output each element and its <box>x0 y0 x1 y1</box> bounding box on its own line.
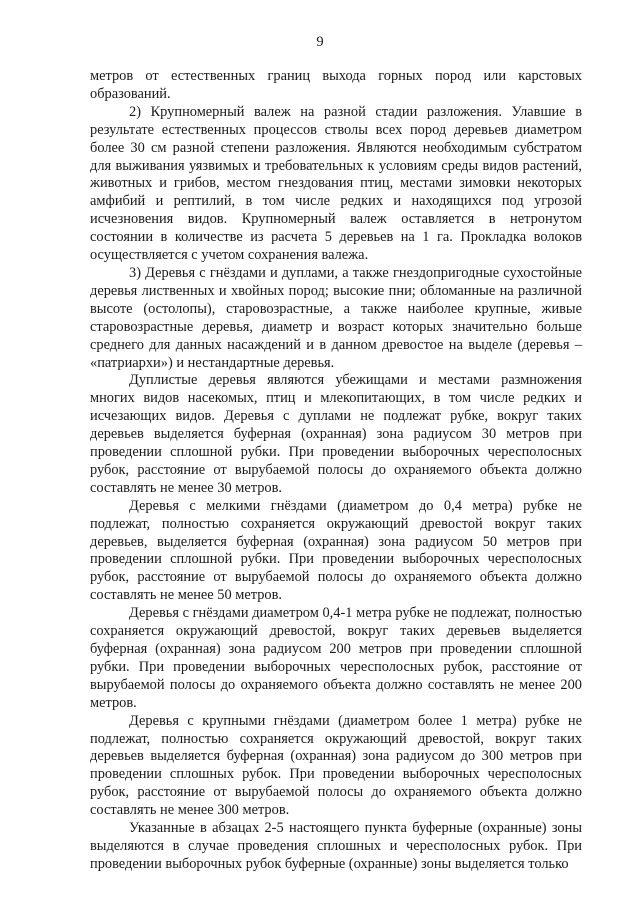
paragraph-large-nests-buffer: Деревья с крупными гнёздами (диаметром более 1 метра) рубке не подлежат, полностью сохраняется окружающий древостой, вокруг таких деревьев выделяется буферная (охранная) зона радиусом до 300 метров при проведении сплошных рубок. При проведении выборочных чересполосных рубок, расстояние от вырубаемой полосы до охраняемого объекта должно составлять не менее 300 метров. <box>90 712 582 819</box>
paragraph-small-nests-buffer: Деревья с мелкими гнёздами (диаметром до 0,4 метра) рубке не подлежат, полностью сохраняется окружающий древостой вокруг таких деревьев, выделяется буферная (охранная) зона радиусом 50 метров при проведении сплошной рубки. При проведении выборочных чересполосных рубок, расстояние от вырубаемой полосы до охраняемого объекта должно составлять не менее 50 метров. <box>90 497 582 604</box>
paragraph-nest-hollow-trees: 3) Деревья с гнёздами и дуплами, а также гнездопригодные сухостойные деревья лиственных и хвойных пород; высокие пни; обломанные на различной высоте (остолопы), старовозрастные, а также наиболее крупные, живые старовозрастные деревья, диаметр и возраст которых значительно больше среднего для данных насаждений и в данном древостое на выделе (деревья – «патриархи») и нестандартные деревья. <box>90 264 582 371</box>
paragraph-large-deadwood: 2) Крупномерный валеж на разной стадии разложения. Улавшие в результате естественных процессов стволы всех пород деревьев диаметром более 30 см разной степени разложения. Являются необходимым субстратом для выживания уязвимых и требовательных к условиям среды видов растений, животных и грибов, местом гнездования птиц, местами зимовки некоторых амфибий и рептилий, в том числе редких и находящихся под угрозой исчезновения видов. Крупномерный валеж оставляется в нетронутом состоянии в количестве из расчета 5 деревьев на 1 га. Прокладка волоков осуществляется с учетом сохранения валежа. <box>90 103 582 264</box>
paragraph-continuation: метров от естественных границ выхода горных пород или карстовых образований. <box>90 68 582 102</box>
page-number: 9 <box>316 34 324 50</box>
paragraph-medium-nests-buffer: Деревья с гнёздами диаметром 0,4-1 метра рубке не подлежат, полностью сохраняется окружающий древостой, вокруг таких деревьев выделяется буферная (охранная) зона радиусом 200 метров при проведении сплошной рубки. При проведении выборочных чересполосных рубок, расстояние от вырубаемой полосы до охраняемого объекта должно составлять не менее 200 метров. <box>90 605 582 711</box>
paragraph-hollow-trees-buffer: Дуплистые деревья являются убежищами и местами размножения многих видов насекомых, птиц и млекопитающих, в том числе редких и исчезающих видов. Деревья с дуплами не подлежат рубке, вокруг таких деревьев выделяется буферная (охранная) зона радиусом 30 метров при проведении сплошной рубки. При проведении выборочных чересполосных рубок, расстояние от вырубаемой полосы до охраняемого объекта должно составлять не менее 30 метров. <box>90 372 582 496</box>
paragraph-buffer-zones-note: Указанные в абзацах 2-5 настоящего пункта буферные (охранные) зоны выделяются в случае проведения сплошных и чересполосных рубок. При проведении выборочных рубок буферные (охранные) зоны выделяется только <box>90 820 582 872</box>
document-body <box>90 68 582 874</box>
